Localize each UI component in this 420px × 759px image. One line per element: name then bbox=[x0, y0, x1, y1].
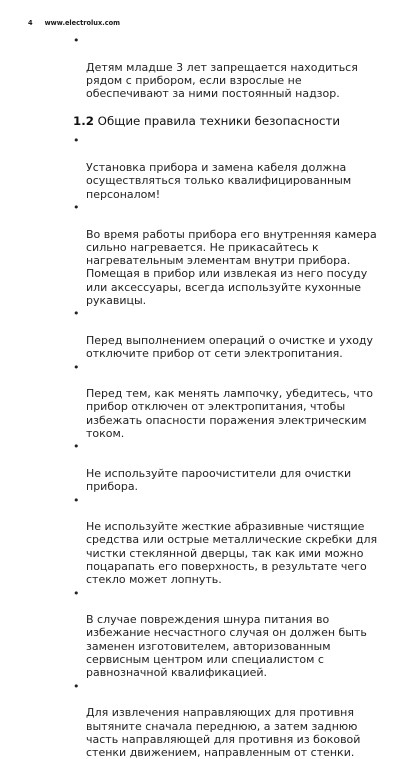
page-header bbox=[28, 19, 120, 27]
bullet-text: Перед тем, как менять лампочку, убедитесь, что прибор отключен от электропитания, чтобы избежать опасности поражения электрическим током. bbox=[86, 387, 373, 441]
list-item bbox=[70, 134, 378, 200]
page-number: 4 bbox=[28, 19, 33, 27]
bullet-icon: • bbox=[73, 440, 80, 454]
section-number: 1.2 bbox=[73, 114, 94, 129]
list-item bbox=[70, 494, 378, 587]
bullet-text: Не используйте жесткие абразивные чистящие средства или острые металлические скребки для чистки стеклянной дверцы, так как ими можно поцарапать его поверхность, в результате чего стекло может лопнуть. bbox=[86, 520, 378, 587]
section-heading bbox=[73, 113, 378, 129]
list-item bbox=[70, 201, 378, 307]
page-content bbox=[70, 34, 378, 759]
bullet-text: Не используйте пароочистители для очистки прибора. bbox=[86, 466, 352, 494]
bullet-icon: • bbox=[73, 200, 80, 214]
bullet-text: Перед выполнением операций о очистке и уходу отключите прибор от сети электропитания. bbox=[86, 333, 374, 361]
list-item bbox=[70, 680, 378, 759]
list-item bbox=[70, 34, 378, 100]
list-item bbox=[70, 361, 378, 441]
bullet-icon: • bbox=[73, 34, 80, 47]
bullet-icon: • bbox=[73, 307, 80, 321]
intro-bullet-list bbox=[70, 34, 378, 100]
bullet-text: Детям младше 3 лет запрещается находиться рядом с прибором, если взрослые не обеспечивают за ними постоянный надзор. bbox=[86, 60, 358, 101]
bullet-text: Для извлечения направляющих для противня вытяните сначала переднюю, а затем заднюю часть направляющей для противня из боковой стенки движением, направленным от стенки. bbox=[86, 706, 361, 759]
bullet-text: В случае повреждения шнура питания во избежание несчастного случая он должен быть заменен изготовителем, авторизованным сервисным центром или специалистом с равнозначной квалификацией. bbox=[86, 613, 367, 680]
bullet-icon: • bbox=[73, 493, 80, 507]
bullet-text: Во время работы прибора его внутренняя камера сильно нагревается. Не прикасайтесь к нагревательным элементам внутри прибора. Помещая в прибор или извлекая из него посуду или аксессуары, всегда используйте кухонные рукавицы. bbox=[86, 227, 377, 308]
bullet-icon: • bbox=[73, 679, 80, 693]
bullet-icon: • bbox=[73, 360, 80, 374]
bullet-icon: • bbox=[73, 586, 80, 600]
safety-bullet-list bbox=[70, 134, 378, 759]
bullet-icon: • bbox=[73, 134, 80, 148]
list-item bbox=[70, 440, 378, 493]
section-title: Общие правила техники безопасности bbox=[97, 114, 341, 129]
website-url: www.electrolux.com bbox=[44, 19, 121, 27]
list-item bbox=[70, 587, 378, 680]
list-item bbox=[70, 307, 378, 360]
bullet-text: Установка прибора и замена кабеля должна осуществляться только квалифицированным персоналом! bbox=[86, 161, 352, 201]
